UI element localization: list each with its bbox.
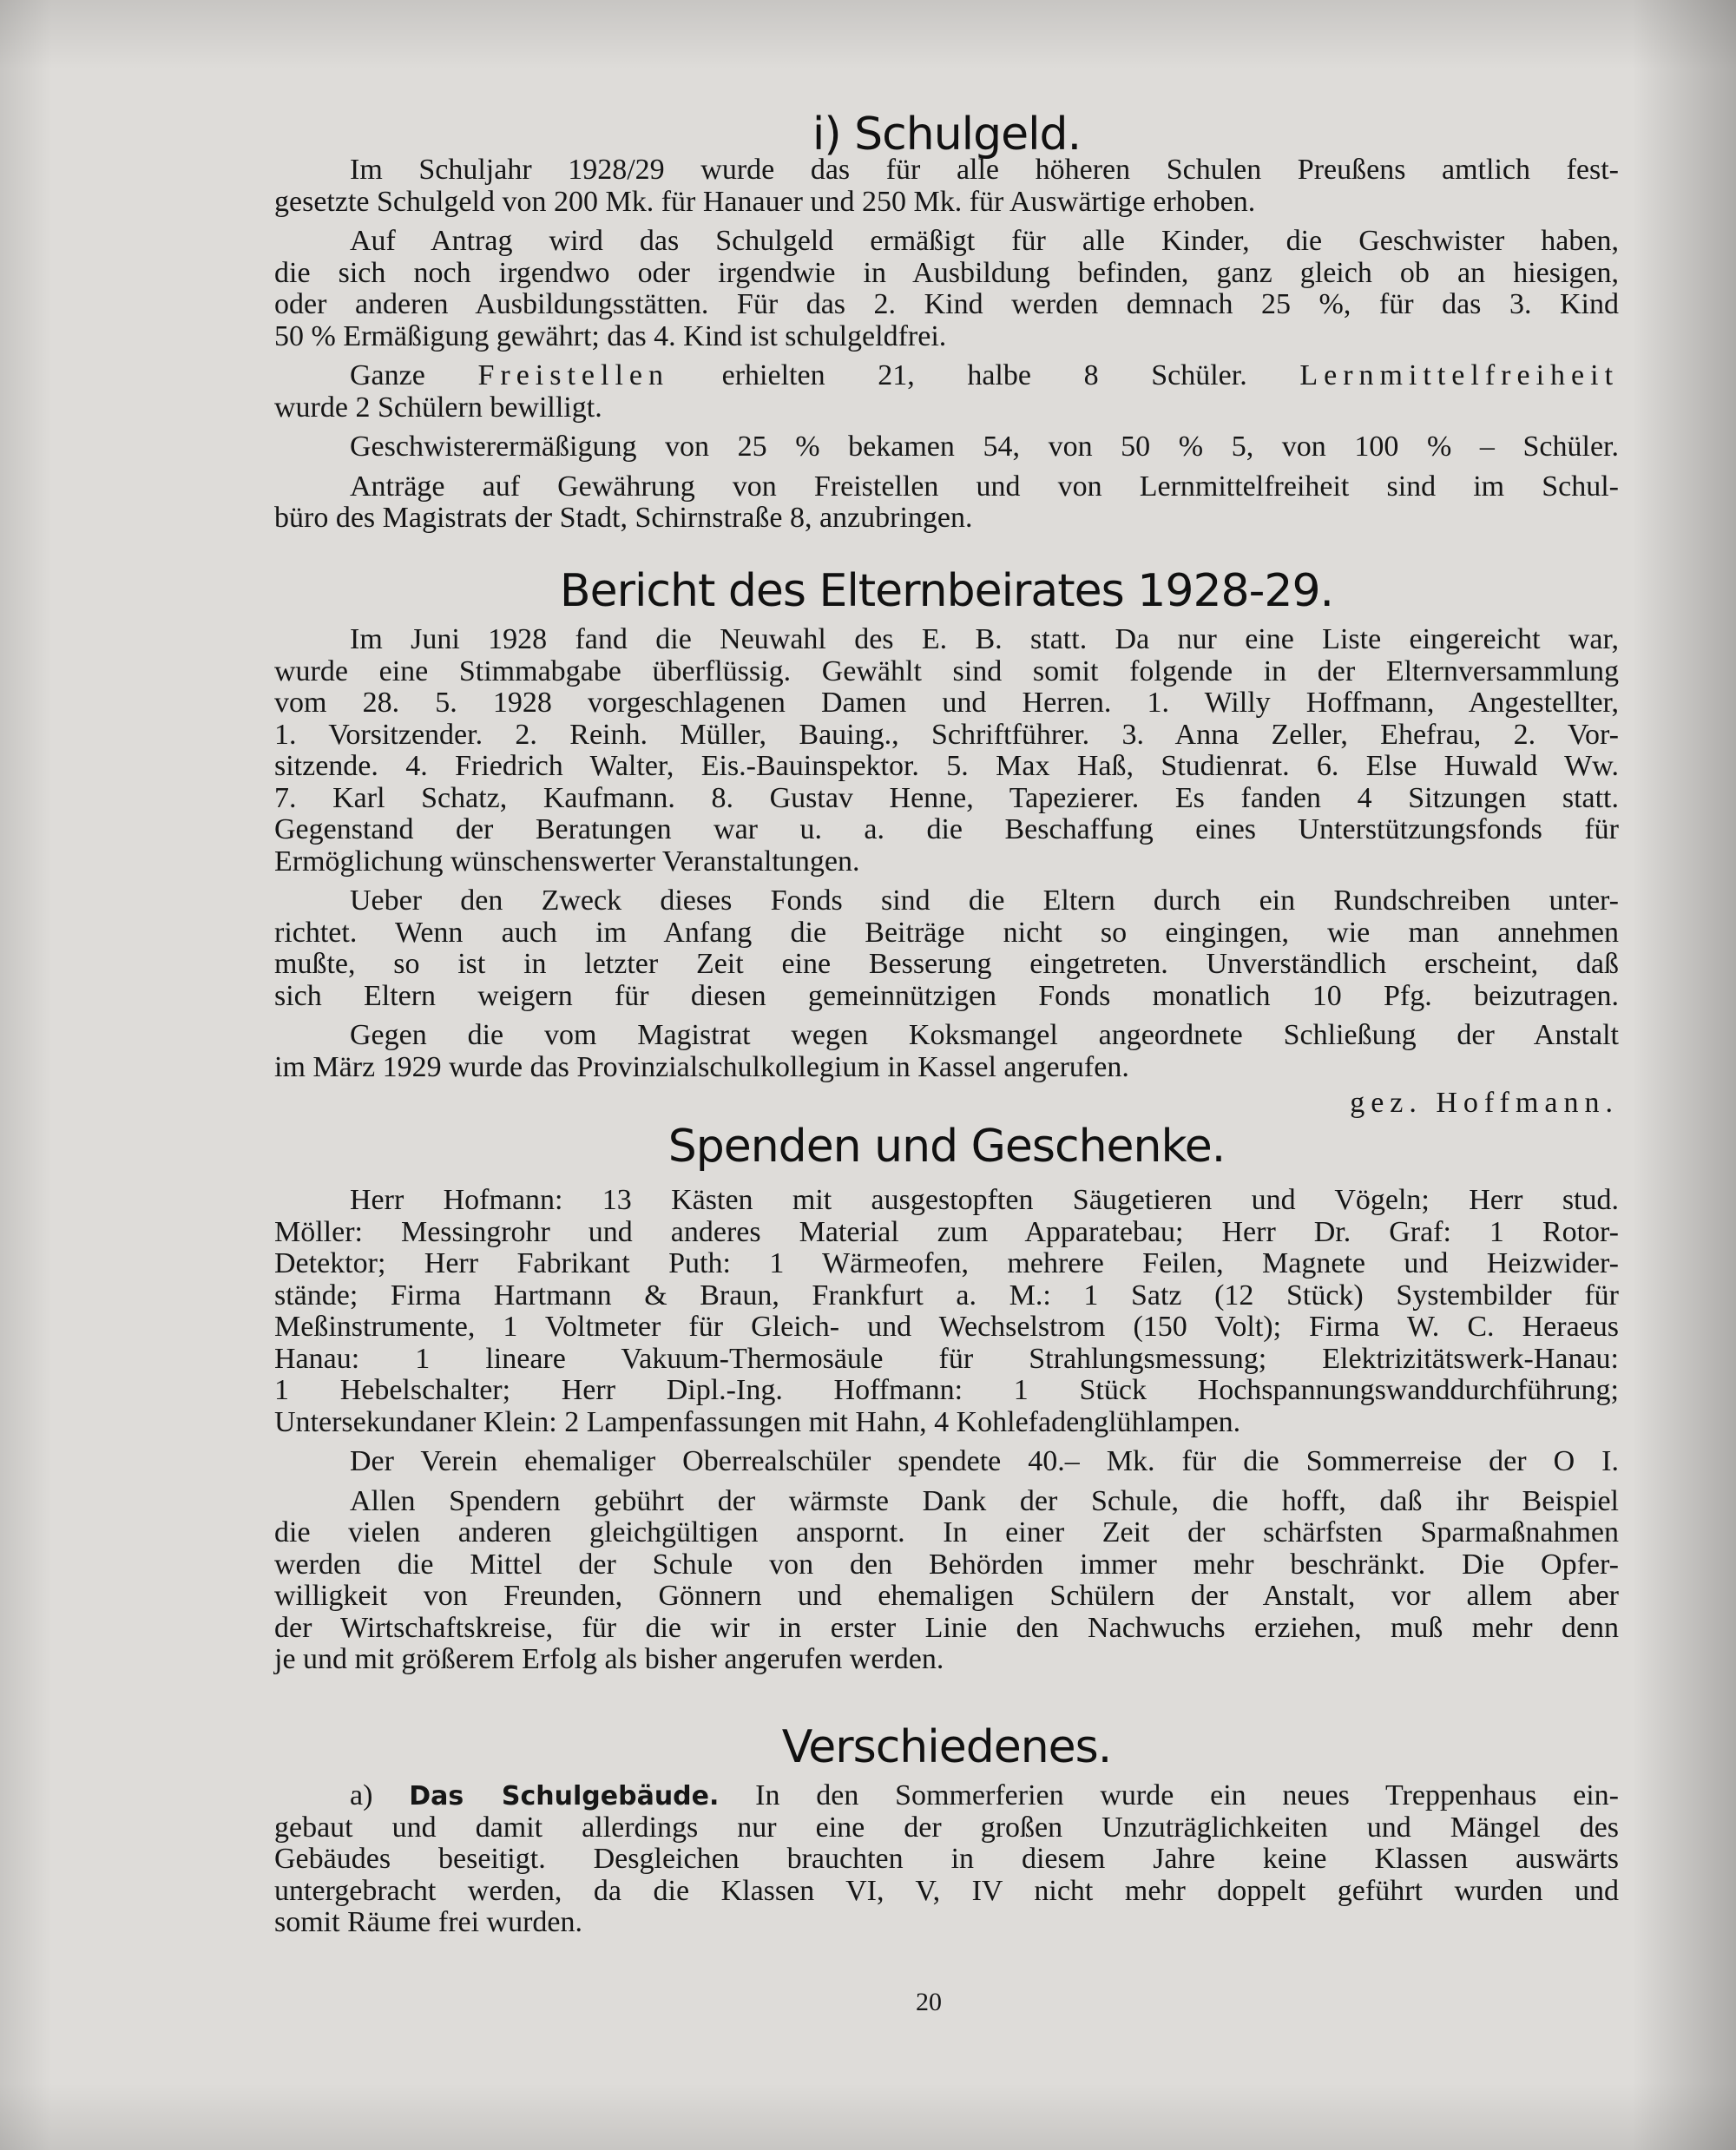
- bold-run-in-heading: Das Schulgebäude.: [409, 1781, 720, 1811]
- text-line: 1. Vorsitzender. 2. Reinh. Müller, Bauing., Schriftführer. 3. Anna Zeller, Ehefrau, 2. Vor-: [274, 718, 1619, 751]
- paragraph: [274, 1446, 1619, 1478]
- paragraph: [274, 885, 1619, 1012]
- spaced-emphasis: Freistellen: [477, 359, 669, 391]
- section-elternbeirat-body: [274, 624, 1619, 1120]
- text-line: [274, 1780, 1619, 1812]
- section-verschiedenes-body: [274, 1780, 1619, 1947]
- text-line: mußte, so ist in letzter Zeit eine Besserung eingetreten. Unverständlich erscheint, daß: [274, 948, 1619, 980]
- paragraph: [274, 155, 1619, 218]
- text-line: Detektor; Herr Fabrikant Puth: 1 Wärmeofen, mehrere Feilen, Magnete und Heizwider-: [274, 1247, 1619, 1279]
- paragraph: [274, 360, 1619, 424]
- text-line: 1 Hebelschalter; Herr Dipl.-Ing. Hoffmann: 1 Stück Hochspannungswanddurchführung;: [274, 1374, 1619, 1406]
- heading-elternbeirat: Bericht des Elternbeirates 1928-29.: [559, 565, 1334, 617]
- text-line: wurde 2 Schülern bewilligt.: [274, 391, 602, 424]
- text-line: büro des Magistrats der Stadt, Schirnstraße 8, anzubringen.: [274, 502, 973, 534]
- paragraph: [274, 471, 1619, 535]
- paragraph: [274, 226, 1619, 352]
- paragraph: [274, 1780, 1619, 1939]
- page-number: 20: [916, 1988, 942, 2016]
- text-run: In den Sommerferien wurde ein neues Treppenhaus ein-: [719, 1779, 1619, 1811]
- text-line: 50 % Ermäßigung gewährt; das 4. Kind ist schulgeldfrei.: [274, 319, 947, 352]
- text-line: Hanau: 1 lineare Vakuum-Thermosäule für Strahlungsmessung; Elektrizitätswerk-Hanau:: [274, 1342, 1619, 1375]
- paragraph: [274, 1486, 1619, 1676]
- text-line: oder anderen Ausbildungsstätten. Für das 2. Kind werden demnach 25 %, für das 3. Kind: [274, 288, 1619, 320]
- text-line: sitzende. 4. Friedrich Walter, Eis.-Bauinspektor. 5. Max Haß, Studienrat. 6. Else Huwald Ww.: [274, 750, 1619, 782]
- text-line: Geschwisterermäßigung von 25 % bekamen 54, von 50 % 5, von 100 % – Schüler.: [350, 431, 1619, 463]
- text-line: sich Eltern weigern für diesen gemeinnützigen Fonds monatlich 10 Pfg. beizutragen.: [274, 979, 1619, 1012]
- heading-verschiedenes: Verschiedenes.: [781, 1721, 1112, 1773]
- signature: gez. Hoffmann.: [1350, 1087, 1619, 1119]
- section-spenden-body: [274, 1185, 1619, 1684]
- text-line: gebaut und damit allerdings nur eine der großen Unzuträglichkeiten und Mängel des: [274, 1811, 1619, 1844]
- text-line: gesetzte Schulgeld von 200 Mk. für Hanauer und 250 Mk. für Auswärtige erhoben.: [274, 185, 1256, 218]
- spaced-emphasis: Lernmittelfreiheit: [1299, 359, 1620, 391]
- text-run: erhielten 21, halbe 8 Schüler.: [669, 359, 1300, 391]
- text-line: werden die Mittel der Schule von den Behörden immer mehr beschränkt. Die Opfer-: [274, 1548, 1619, 1581]
- text-line: Im Schuljahr 1928/29 wurde das für alle höheren Schulen Preußens amtlich fest-: [350, 154, 1619, 186]
- text-line: vom 28. 5. 1928 vorgeschlagenen Damen und Herren. 1. Willy Hoffmann, Angestellter,: [274, 687, 1619, 719]
- heading-schulgeld: i) Schulgeld.: [812, 108, 1082, 161]
- text-line: Meßinstrumente, 1 Voltmeter für Gleich- und Wechselstrom (150 Volt); Firma W. C. Heraeus: [274, 1311, 1619, 1343]
- text-line: Auf Antrag wird das Schulgeld ermäßigt für alle Kinder, die Geschwister haben,: [350, 225, 1619, 257]
- text-line: Untersekundaner Klein: 2 Lampenfassungen mit Hahn, 4 Kohlefadenglühlampen.: [274, 1405, 1241, 1438]
- text-line: [274, 360, 1619, 392]
- text-line: Gegen die vom Magistrat wegen Koksmangel angeordnete Schließung der Anstalt: [350, 1019, 1619, 1051]
- paragraph: [274, 431, 1619, 464]
- text-line: Anträge auf Gewährung von Freistellen und von Lernmittelfreiheit sind im Schul-: [350, 470, 1619, 503]
- text-line: wurde eine Stimmabgabe überflüssig. Gewählt sind somit folgende in der Elternversammlung: [274, 654, 1619, 687]
- text-line: stände; Firma Hartmann & Braun, Frankfurt a. M.: 1 Satz (12 Stück) Systembilder für: [274, 1279, 1619, 1312]
- text-line: Ermöglichung wünschenswerter Veranstaltungen.: [274, 845, 860, 878]
- text-line: der Wirtschaftskreise, für die wir in erster Linie den Nachwuchs erziehen, muß mehr denn: [274, 1611, 1619, 1644]
- text-line: die sich noch irgendwo oder irgendwie in Ausbildung befinden, ganz gleich ob an hiesigen,: [274, 256, 1619, 289]
- text-line: im März 1929 wurde das Provinzialschulkollegium in Kassel angerufen.: [274, 1050, 1129, 1083]
- text-line: untergebracht werden, da die Klassen VI, V, IV nicht mehr doppelt geführt wurden und: [274, 1874, 1619, 1907]
- paragraph: [274, 624, 1619, 878]
- text-line: die vielen anderen gleichgültigen anspornt. In einer Zeit der schärfsten Sparmaßnahmen: [274, 1516, 1619, 1548]
- text-line: willigkeit von Freunden, Gönnern und ehemaligen Schülern der Anstalt, vor allem aber: [274, 1580, 1619, 1612]
- text-run: Ganze: [350, 359, 478, 391]
- text-line: somit Räume frei wurden.: [274, 1906, 583, 1938]
- paragraph: [274, 1020, 1619, 1083]
- text-line: Gebäudes beseitigt. Desgleichen brauchten in diesem Jahre keine Klassen auswärts: [274, 1843, 1619, 1875]
- text-run: a): [350, 1779, 410, 1811]
- text-line: je und mit größerem Erfolg als bisher angerufen werden.: [274, 1643, 944, 1675]
- text-line: Der Verein ehemaliger Oberrealschüler spendete 40.– Mk. für die Sommerreise der O I.: [350, 1445, 1619, 1477]
- text-line: Ueber den Zweck dieses Fonds sind die Eltern durch ein Rundschreiben unter-: [350, 884, 1619, 917]
- text-line: 7. Karl Schatz, Kaufmann. 8. Gustav Henne, Tapezierer. Es fanden 4 Sitzungen statt.: [274, 781, 1619, 814]
- text-line: Allen Spendern gebührt der wärmste Dank der Schule, die hofft, daß ihr Beispiel: [350, 1484, 1619, 1517]
- heading-spenden: Spenden und Geschenke.: [667, 1121, 1226, 1173]
- text-line: Herr Hofmann: 13 Kästen mit ausgestopften Säugetieren und Vögeln; Herr stud.: [350, 1184, 1619, 1216]
- text-line: richtet. Wenn auch im Anfang die Beiträge nicht so eingingen, wie man annehmen: [274, 916, 1619, 949]
- text-line: Gegenstand der Beratungen war u. a. die Beschaffung eines Unterstützungsfonds für: [274, 813, 1619, 845]
- text-line: Im Juni 1928 fand die Neuwahl des E. B. statt. Da nur eine Liste eingereicht war,: [350, 623, 1619, 655]
- paragraph: [274, 1185, 1619, 1438]
- text-line: Möller: Messingrohr und anderes Material zum Apparatebau; Herr Dr. Graf: 1 Rotor-: [274, 1215, 1619, 1248]
- section-schulgeld-body: [274, 155, 1619, 542]
